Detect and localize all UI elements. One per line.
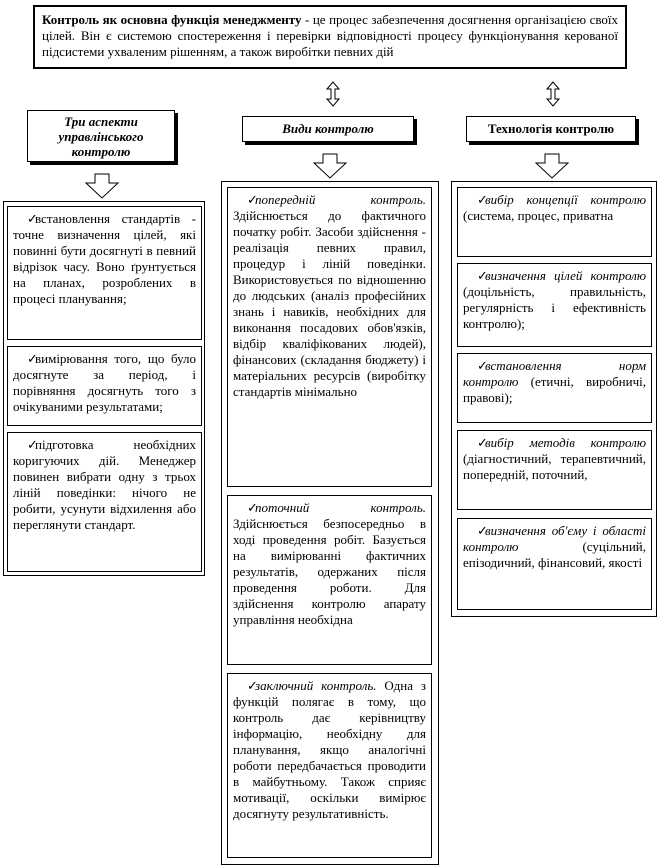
check-icon: ✓ — [247, 500, 258, 515]
left-column — [3, 201, 205, 576]
left-item-text: підготовка необхідних коригуючих дій. Менеджер повинен вибрати одну з трьох ліній поведінки: нічого не робити, усунути відхилення або переглянути стандарт. — [13, 437, 196, 532]
check-icon: ✓ — [247, 678, 258, 693]
right-item-scope — [457, 518, 652, 610]
check-icon: ✓ — [477, 435, 488, 450]
header-control-technology — [466, 116, 636, 142]
header-control-technology-label: Технологія контролю — [487, 121, 615, 136]
mid-item-final — [227, 673, 432, 858]
check-icon: ✓ — [477, 268, 488, 283]
right-item-text: (суцільний, епізодичний, фінансовий, якості — [463, 539, 646, 570]
left-item-standards — [7, 206, 202, 340]
check-icon: ✓ — [477, 358, 488, 373]
middle-column — [221, 181, 439, 865]
check-icon: ✓ — [27, 211, 38, 226]
mid-item-term: заключний контроль. — [255, 678, 377, 693]
header-control-types — [242, 116, 414, 142]
right-item-text: (діагностичний, терапевтичний, попередній, поточний, — [463, 451, 646, 482]
left-item-text: встановлення стандартів - точне визначення цілей, які повинні бути досягнуті в певний відрізок часу. Воно ґрунтується на планах, розроблених в процесі планування; — [13, 211, 196, 306]
right-item-term: встановлення норм контролю — [463, 358, 646, 389]
left-item-measurement — [7, 346, 202, 426]
mid-item-text: Одна з функцій полягає в тому, що контроль дає керівництву інформацію, необхідну для планування, якщо аналогічні роботи передбачається проводити в майбутньому. Також сприяє мотивації, оскільки вимірює досягнуту результативність. — [233, 678, 426, 821]
definition-box — [33, 5, 627, 69]
mid-item-current — [227, 495, 432, 665]
header-control-types-label: Види контролю — [282, 121, 374, 136]
double-arrow-mid — [327, 82, 339, 106]
down-arrow-left — [86, 174, 118, 198]
right-column — [451, 181, 657, 617]
check-icon: ✓ — [247, 192, 258, 207]
right-item-concept — [457, 187, 652, 257]
mid-item-text: Здійснюється безпосередньо в ході проведення робіт. Базується на вимірюванні фактичних результатів, одержаних після проведення роботи. Для здійснення контролю апарату управління необхідна — [233, 516, 426, 627]
double-arrow-right — [547, 82, 559, 106]
definition-title: Контроль як основна функція менеджменту — [42, 12, 302, 27]
right-item-norms — [457, 353, 652, 423]
header-three-aspects-label: Три аспекти управлінського контролю — [58, 114, 144, 159]
check-icon: ✓ — [477, 192, 488, 207]
mid-item-term: попередній контроль. — [255, 192, 426, 207]
right-item-term: визначення об'єму і області контролю — [463, 523, 646, 554]
mid-item-term: поточний контроль. — [255, 500, 426, 515]
right-item-text: (система, процес, приватна — [463, 208, 614, 223]
left-item-text: вимірювання того, що було досягнуте за період, і порівняння досягнуть того з очікуваними результатами; — [13, 351, 196, 414]
right-item-goals — [457, 263, 652, 347]
down-arrow-mid — [314, 154, 346, 178]
header-three-aspects — [27, 110, 175, 162]
left-item-corrective — [7, 432, 202, 572]
right-item-term: визначення цілей контролю — [485, 268, 646, 283]
mid-item-preliminary — [227, 187, 432, 487]
check-icon: ✓ — [27, 351, 38, 366]
right-item-text: (етичні, виробничі, правові); — [463, 374, 646, 405]
check-icon: ✓ — [477, 523, 488, 538]
check-icon: ✓ — [27, 437, 38, 452]
mid-item-text: Здійснюється до фактичного початку робіт. Засоби здійснення - реалізація певних правил, процедур і ліній поведінки. Використовується по відношенню до людських (аналіз професійних знань і навиків, необхідних для виконання посадових обов'язків, відбір кваліфікованих людей), фінансових (складання бюджету) і матеріальних ресурсів (виробітку стандартів мінімально — [233, 208, 426, 399]
down-arrow-right — [536, 154, 568, 178]
right-item-text: (доцільність, правильність, регулярність і ефективність контролю); — [463, 284, 646, 331]
definition-text: - це процес забезпечення досягнення організацією своїх цілей. Він є системою спостереження і перевірки відповідності процесу функціонування керованої підсистеми ухваленим рішенням, а також виробітки певних дій — [42, 12, 619, 59]
right-item-term: вибір концепції контролю — [485, 192, 646, 207]
right-item-methods — [457, 430, 652, 510]
right-item-term: вибір методів контролю — [485, 435, 646, 450]
